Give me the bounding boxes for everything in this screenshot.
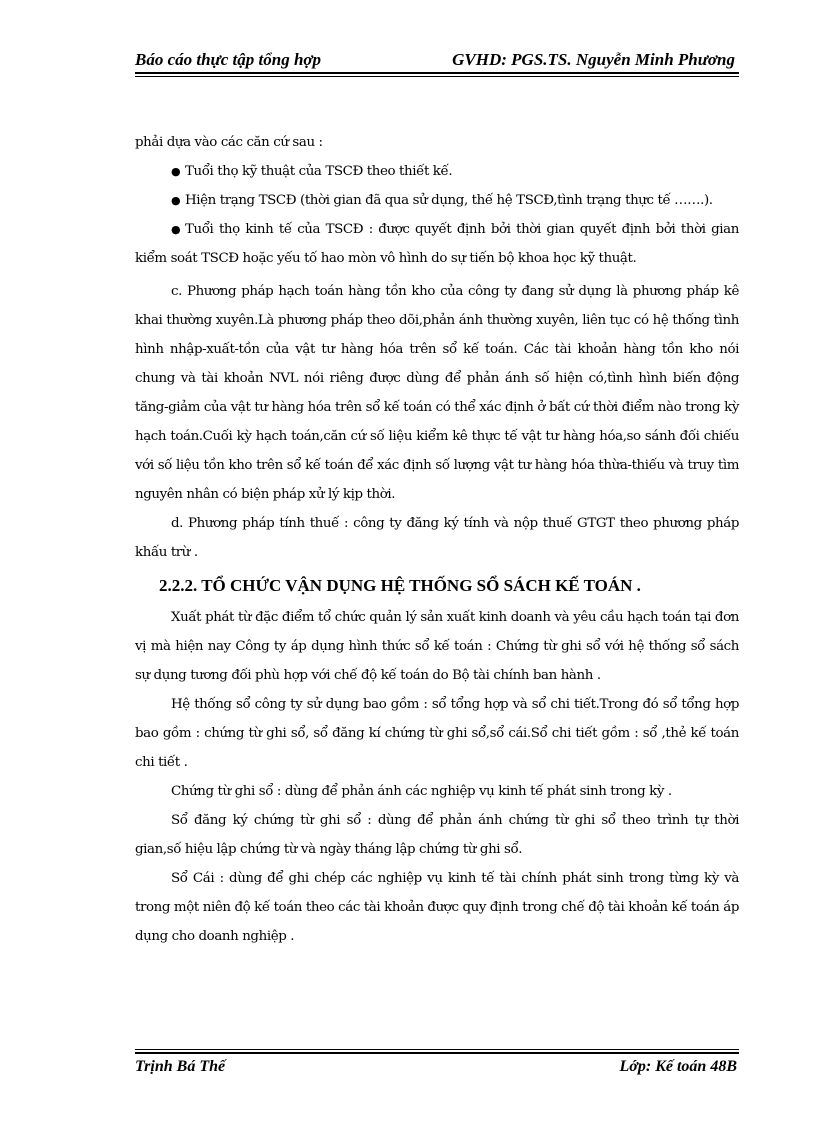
- bullet-item: ● Hiện trạng TSCĐ (thời gian đã qua sử dụng, thế hệ TSCĐ,tình trạng thực tế …….).: [135, 186, 739, 215]
- header-rule-thick: [135, 72, 739, 74]
- page-body: [135, 128, 739, 951]
- paragraph-c: c. Phương pháp hạch toán hàng tồn kho của công ty đang sử dụng là phương pháp kê khai thường xuyên.Là phương pháp theo dõi,phản ánh thường xuyên, liên tục có hệ thống tình hình nhập-xuất-tồn của vật tư hàng hóa trên sổ kế toán. Các tài khoản hàng tồn kho nói chung và tài khoản NVL nói riêng được dùng để phản ánh số hiện có,tình hình biến động tăng-giảm của vật tư hàng hóa trên sổ kế toán có thể xác định ở bất cứ thời điểm nào trong kỳ hạch toán.Cuối kỳ hạch toán,căn cứ số liệu kiểm kê thực tế vật tư hàng hóa,so sánh đối chiếu với số liệu tồn kho trên sổ kế toán để xác định số lượng vật tư hàng hóa thừa-thiếu và truy tìm nguyên nhân có biện pháp xử lý kịp thời.: [135, 284, 739, 502]
- bullet-item: ● Tuổi thọ kinh tế của TSCĐ : được quyết định bởi thời gian quyết định bởi thời gian kiểm soát TSCĐ hoặc yếu tố hao mòn vô hình do sự tiến bộ khoa học kỹ thuật.: [135, 215, 739, 273]
- header-rule-thin: [135, 76, 739, 77]
- footer-class: Lớp: Kế toán 48B: [619, 1058, 737, 1075]
- footer-author: Trịnh Bá Thế: [135, 1058, 226, 1075]
- page-header: [135, 50, 737, 72]
- paragraph: Sổ Cái : dùng để ghi chép các nghiệp vụ kinh tế tài chính phát sinh trong từng kỳ và trong một niên độ kế toán theo các tài khoản được quy định trong chế độ tài khoản kế toán áp dụng cho doanh nghiệp .: [135, 871, 739, 944]
- footer-rule-thin: [135, 1049, 739, 1050]
- section-heading: 2.2.2. TỔ CHỨC VẬN DỤNG HỆ THỐNG SỔ SÁCH KẾ TOÁN .: [159, 576, 641, 595]
- paragraph: Hệ thống sổ công ty sử dụng bao gồm : sổ tổng hợp và sổ chi tiết.Trong đó sổ tổng hợp bao gồm : chứng từ ghi sổ, sổ đăng kí chứng từ ghi sổ,sổ cái.Sổ chi tiết gồm : sổ ,thẻ kế toán chi tiết .: [135, 697, 739, 770]
- header-title: Báo cáo thực tập tổng hợp: [135, 50, 322, 69]
- intro-line: phải dựa vào các căn cứ sau :: [135, 135, 323, 150]
- footer-rule-thick: [135, 1052, 739, 1054]
- paragraph: Chứng từ ghi sổ : dùng để phản ánh các nghiệp vụ kinh tế phát sinh trong kỳ .: [171, 784, 672, 799]
- header-supervisor: GVHD: PGS.TS. Nguyễn Minh Phương: [452, 50, 735, 69]
- page-footer: [135, 1058, 737, 1080]
- bullet-item: ● Tuổi thọ kỹ thuật của TSCĐ theo thiết kế.: [135, 157, 739, 186]
- paragraph: Xuất phát từ đặc điểm tổ chức quản lý sản xuất kinh doanh và yêu cầu hạch toán tại đơn vị mà hiện nay Công ty áp dụng hình thức sổ kế toán : Chứng từ ghi sổ với hệ thống sổ sách sự dụng tương đối phù hợp với chế độ kế toán do Bộ tài chính ban hành .: [135, 610, 739, 683]
- bullet-dot-icon: ●: [171, 194, 181, 207]
- paragraph-d: d. Phương pháp tính thuế : công ty đăng ký tính và nộp thuế GTGT theo phương pháp khấu trừ .: [135, 516, 739, 560]
- paragraph: Sổ đăng ký chứng từ ghi sổ : dùng để phản ánh chứng từ ghi sổ theo trình tự thời gian,số hiệu lập chứng từ và ngày tháng lập chứng từ ghi sổ.: [135, 813, 739, 857]
- bullet-dot-icon: ●: [171, 223, 181, 236]
- bullet-dot-icon: ●: [171, 165, 181, 178]
